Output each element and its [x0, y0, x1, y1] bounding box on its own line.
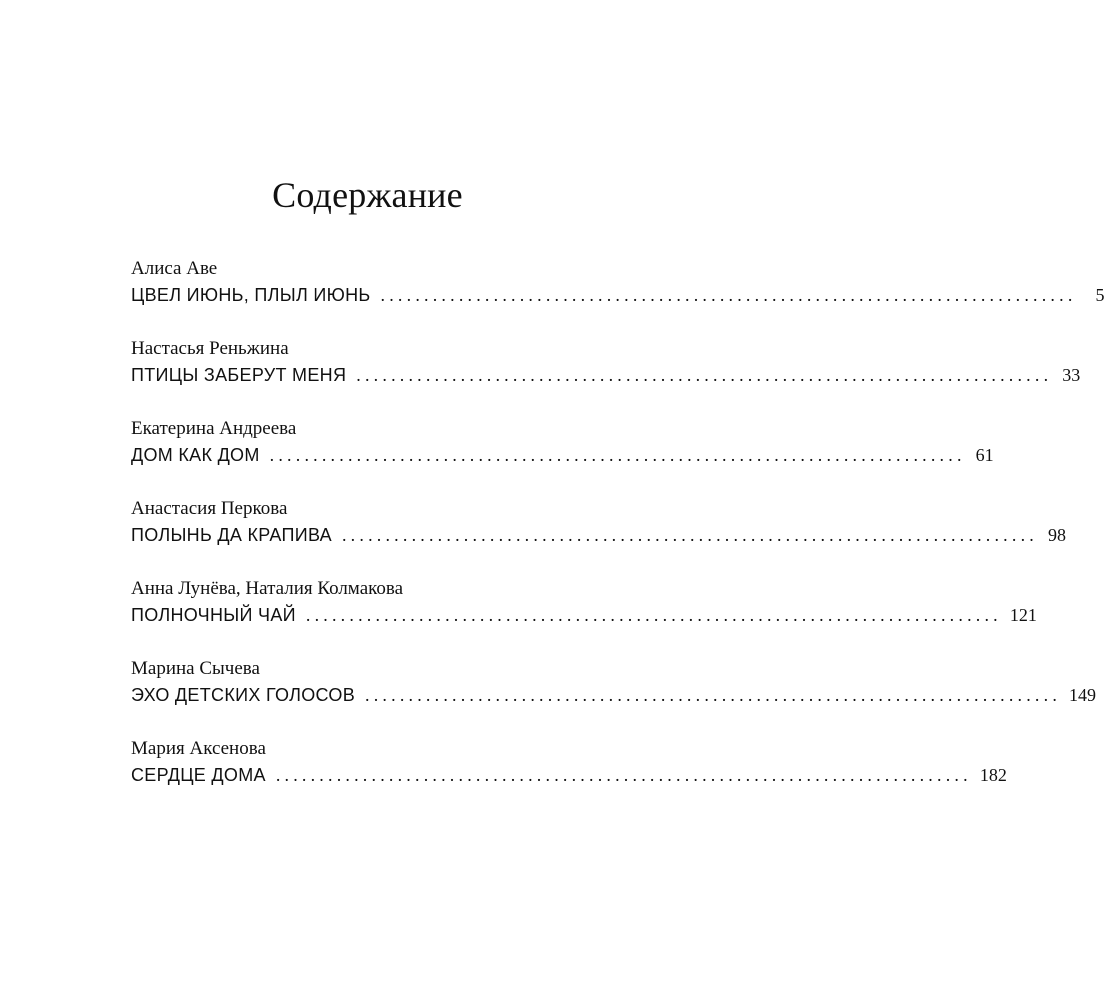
- page-title: Содержание: [272, 175, 463, 215]
- toc-leader-dots: ................................................................................: [305, 605, 1002, 625]
- toc-story-title: ДОМ КАК ДОМ: [131, 445, 260, 465]
- toc-author: Анна Лунёва, Наталия Колмакова: [131, 578, 404, 599]
- toc-entry: [131, 737, 1007, 817]
- toc-leader-dots: ................................................................................: [341, 525, 1038, 545]
- toc-entry: [131, 337, 1081, 417]
- toc-entry: [131, 417, 994, 497]
- toc-entry: [131, 577, 1037, 657]
- toc-line: [131, 761, 1007, 789]
- toc-entry: [131, 497, 1066, 577]
- toc-story-title: ПОЛЫНЬ ДА КРАПИВА: [131, 525, 332, 545]
- toc-entry: [131, 657, 1097, 737]
- toc-leader-dots: ................................................................................: [356, 365, 1053, 385]
- toc-leader-dots: ................................................................................: [380, 285, 1077, 305]
- toc-story-title: ЦВЕЛ ИЮНЬ, ПЛЫЛ ИЮНЬ: [131, 285, 371, 305]
- toc-line: [131, 521, 1066, 549]
- toc-story-title: ПОЛНОЧНЫЙ ЧАЙ: [131, 605, 296, 625]
- toc-leader-dots: ................................................................................: [365, 685, 1062, 705]
- toc-leader-dots: ................................................................................: [275, 765, 972, 785]
- toc-page-number: 121: [1009, 605, 1037, 625]
- toc-author: Екатерина Андреева: [131, 418, 297, 439]
- toc-author: Мария Аксенова: [131, 738, 266, 759]
- toc-page-number: 182: [979, 765, 1007, 785]
- toc-line: [131, 601, 1037, 629]
- toc-page-number: 98: [1047, 525, 1066, 545]
- table-of-contents: [131, 257, 1105, 817]
- toc-story-title: ЭХО ДЕТСКИХ ГОЛОСОВ: [131, 685, 356, 705]
- toc-author: Алиса Аве: [131, 258, 218, 279]
- toc-page-number: 61: [975, 445, 994, 465]
- toc-page-number: 5: [1095, 285, 1105, 305]
- toc-entry: [131, 257, 1105, 337]
- toc-story-title: СЕРДЦЕ ДОМА: [131, 765, 266, 785]
- toc-story-title: ПТИЦЫ ЗАБЕРУТ МЕНЯ: [131, 365, 347, 385]
- toc-line: [131, 681, 1097, 709]
- toc-leader-dots: ................................................................................: [269, 445, 966, 465]
- toc-line: [131, 281, 1105, 309]
- toc-page-number: 149: [1069, 685, 1097, 705]
- toc-page-number: 33: [1062, 365, 1081, 385]
- toc-line: [131, 361, 1081, 389]
- toc-author: Настасья Реньжина: [131, 338, 289, 359]
- toc-line: [131, 441, 994, 469]
- toc-author: Анастасия Перкова: [131, 498, 288, 519]
- toc-author: Марина Сычева: [131, 658, 260, 679]
